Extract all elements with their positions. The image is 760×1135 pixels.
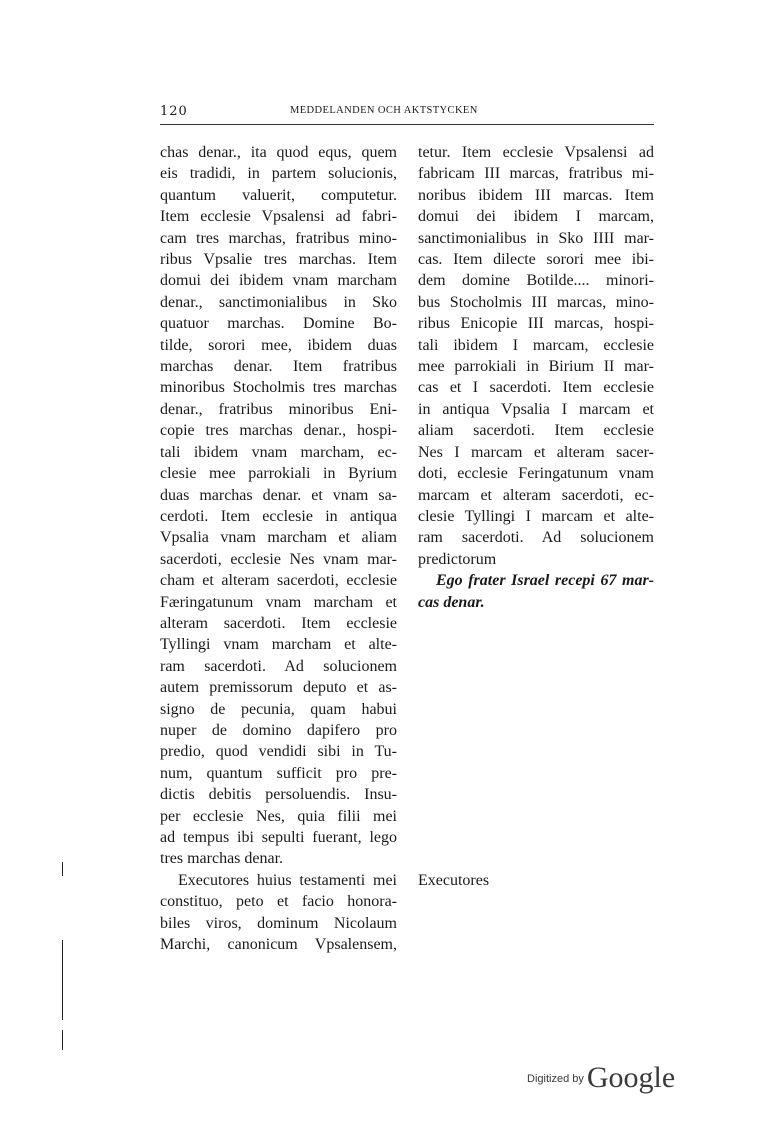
text-line: Tyllingi vnam marcham et alte- bbox=[160, 636, 397, 654]
text-line: quantum valuerit, computetur. bbox=[160, 186, 397, 204]
running-head: MEDDELANDEN OCH AKTSTYCKEN bbox=[290, 105, 478, 116]
text-line: cas. Item dilecte sorori mee ibi- bbox=[418, 251, 654, 269]
text-line: ram sacerdoti. Ad solucionem bbox=[418, 529, 654, 547]
text-line: ribus Vpsalie tres marchas. Item bbox=[160, 251, 397, 269]
text-line: nuper de domino dapifero pro bbox=[160, 721, 397, 739]
text-line: tali ibidem vnam marcham, ec- bbox=[160, 443, 397, 461]
text-line: noribus ibidem III marcas. Item bbox=[418, 186, 654, 204]
text-line: signo de pecunia, quam habui bbox=[160, 700, 397, 718]
margin-mark bbox=[62, 940, 63, 1020]
watermark-logo: Google bbox=[586, 1061, 676, 1094]
text-line: Nes I marcam et alteram sacer- bbox=[418, 443, 654, 461]
right-column bbox=[418, 142, 654, 613]
text-line: tali ibidem I marcam, ecclesie bbox=[418, 336, 654, 354]
margin-mark bbox=[62, 1030, 63, 1050]
text-line: Item ecclesie Vpsalensi ad fabri- bbox=[160, 208, 397, 226]
watermark bbox=[527, 1053, 675, 1093]
text-line: bus Stocholmis III marcas, mino- bbox=[418, 293, 654, 311]
text-line: duas marchas denar. et vnam sa- bbox=[160, 486, 397, 504]
text-line: tetur. Item ecclesie Vpsalensi ad bbox=[418, 144, 654, 161]
margin-note-executores: Executores bbox=[418, 872, 490, 889]
text-line: marchas denar. Item fratribus bbox=[160, 358, 397, 376]
text-line: cerdoti. Item ecclesie in antiqua bbox=[160, 507, 397, 525]
text-line: num, quantum sufficit pro pre- bbox=[160, 764, 397, 782]
text-line: cas et I sacerdoti. Item ecclesie bbox=[418, 379, 654, 397]
text-line: constituo, peto et facio honora- bbox=[160, 893, 397, 911]
header-rule bbox=[160, 124, 654, 125]
text-line: clesie mee parrokiali in Byrium bbox=[160, 465, 397, 483]
text-line: chas denar., ita quod equs, quem bbox=[160, 144, 397, 161]
text-line: clesie Tyllingi I marcam et alte- bbox=[418, 507, 654, 525]
text-line: cham et alteram sacerdoti, ecclesie bbox=[160, 572, 397, 590]
text-line: minoribus Stocholmis tres marchas bbox=[160, 379, 397, 397]
text-line: alteram sacerdoti. Item ecclesie bbox=[160, 614, 397, 632]
margin-mark bbox=[62, 862, 63, 876]
text-line: dictis debitis persoluendis. Insu- bbox=[160, 786, 397, 804]
text-line: tres marchas denar. bbox=[160, 850, 284, 868]
text-line: cam tres marchas, fratribus mino- bbox=[160, 229, 397, 247]
page-number: 120 bbox=[160, 104, 188, 119]
text-line: Færingatunum vnam marcham et bbox=[160, 593, 397, 611]
text-line: aliam sacerdoti. Item ecclesie bbox=[418, 422, 654, 440]
text-line: marcam et alteram sacerdoti, ec- bbox=[418, 486, 654, 504]
text-line: per ecclesie Nes, quia filii mei bbox=[160, 807, 397, 825]
text-line: in antiqua Vpsalia I marcam et bbox=[418, 400, 654, 418]
text-line: doti, ecclesie Feringatunum vnam bbox=[418, 465, 654, 483]
text-line: Executores huius testamenti mei bbox=[178, 871, 397, 889]
text-line: denar., sanctimonialibus in Sko bbox=[160, 293, 397, 311]
text-line: copie tres marchas denar., hospi- bbox=[160, 422, 397, 440]
text-line: quatuor marchas. Domine Bo- bbox=[160, 315, 397, 333]
page-header bbox=[160, 100, 654, 126]
text-line: autem premissorum deputo et as- bbox=[160, 679, 397, 697]
text-line: predictorum bbox=[418, 550, 497, 568]
text-line: ad tempus ibi sepulti fuerant, lego bbox=[160, 829, 397, 846]
text-line: mee parrokiali in Birium II mar- bbox=[418, 358, 654, 376]
text-line: predio, quod vendidi sibi in Tu- bbox=[160, 743, 397, 761]
text-line: fabricam III marcas, fratribus mi- bbox=[418, 165, 654, 183]
watermark-prefix: Digitized by bbox=[527, 1073, 584, 1085]
italic-note-line: cas denar. bbox=[418, 593, 485, 611]
text-line: biles viros, dominum Nicolaum bbox=[160, 914, 397, 932]
text-line: ribus Enicopie III marcas, hospi- bbox=[418, 315, 654, 333]
text-line: Vpsalia vnam marcham et aliam bbox=[160, 529, 397, 547]
text-line: ram sacerdoti. Ad solucionem bbox=[160, 657, 397, 675]
text-line: Marchi, canonicum Vpsalensem, bbox=[160, 936, 397, 954]
text-line: sacerdoti, ecclesie Nes vnam mar- bbox=[160, 550, 397, 568]
text-line: eis tradidi, in partem solucionis, bbox=[160, 165, 397, 183]
text-line: domui dei ibidem vnam marcham bbox=[160, 272, 397, 290]
text-line: denar., fratribus minoribus Eni- bbox=[160, 400, 397, 418]
italic-note-line: Ego frater Israel recepi 67 mar- bbox=[436, 572, 654, 590]
text-line: domui dei ibidem I marcam, bbox=[418, 208, 654, 226]
text-line: dem domine Botilde.... minori- bbox=[418, 272, 654, 290]
left-column bbox=[160, 142, 397, 955]
text-line: sanctimonialibus in Sko IIII mar- bbox=[418, 229, 654, 247]
text-line: tilde, sorori mee, ibidem duas bbox=[160, 336, 397, 354]
